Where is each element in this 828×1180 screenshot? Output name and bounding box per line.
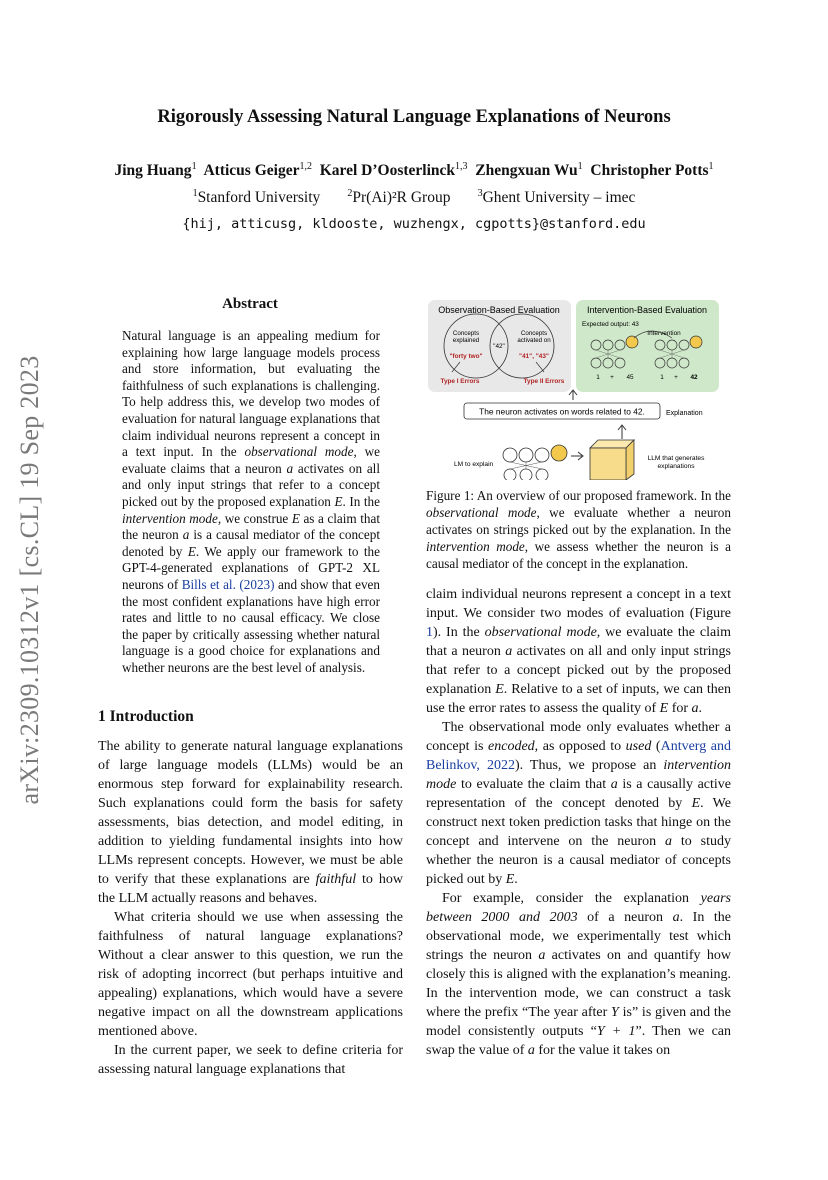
concepts-activated-label: Concepts activated on	[517, 330, 551, 344]
affiliation: $^1$Stanford University	[192, 188, 321, 207]
concepts-explained-label: Concepts explained	[452, 330, 480, 344]
llm-cube-icon	[590, 440, 634, 480]
author-list	[0, 161, 828, 180]
type1-errors: Type I Errors	[440, 378, 480, 385]
citation-link[interactable]: Antverg and Belinkov, 2022	[426, 739, 731, 773]
abstract-body: Natural language is an appealing medium for explaining how large language models process and store information, but evaluating the faithfulness of such explanations is challenging. To help address this, we develop two modes of evaluation for natural language explanations that claim individual neurons represent a concept in a text input. In the observational mode, we evaluate claims that a neuron a activates on all and only input strings that refer to a concept picked out by the proposed explanation E. In the intervention mode, we construe E as a claim that the neuron a is a causal mediator of the concept denoted by E. We apply our framework to the GPT-4-generated explanations of GPT-2 XL neurons of Bills et al. (2023) and show that even the most confident explanations have high error rates and little to no causal efficacy. We close the paper by critically assessing whether natural language is a good choice for explanations and whether neurons are the best level of analysis.	[122, 328, 381, 675]
arxiv-watermark: arXiv:2309.10312v1 [cs.CL] 19 Sep 2023	[15, 355, 44, 805]
center-token: "42"	[493, 343, 505, 350]
author: Atticus Geiger$^{1,2}$	[203, 161, 312, 180]
right-column-text: claim individual neurons represent a concept in a text input. We consider two modes of evaluation (Figure 1). In the observational mode, we evaluate the claim that a neuron a activates on all and only input strings that refer to a concept picked out by the proposed explanation E. Relative to a set of inputs, we can then use the error rates to assess the quality of E for a. The observational mode only evaluates whether a concept is encoded, as opposed to used (Antverg and Belinkov, 2022). Thus, we propose an intervention mode to evaluate the claim that a is a causally active representation of the concept denoted by E. We construct next token prediction tasks that hinge on the concept and intervene on the neuron a to study whether the neuron is a causal mediator of concepts picked out by E. For example, consider the explanation years between 2000 and 2003 of a neuron a. In the observational mode, we experimentally test which strings the neuron a activates on and quantify how closely this is aligned with the explanation’s meaning. In the intervention mode, we can construct a task where the prefix “The year after Y is” is given and the model consistently outputs “Y + 1”. Then we can swap the value of a for the value it takes on	[426, 587, 732, 1058]
author: Christopher Potts$^1$	[590, 161, 714, 180]
citation-link[interactable]: Bills et al. (2023)	[181, 576, 275, 592]
affiliation-list	[0, 188, 828, 207]
obs-panel-title: Observation-Based Evaluation	[438, 305, 560, 315]
eq2-a: 1	[660, 374, 664, 381]
eq1-op: +	[610, 374, 614, 381]
eq2-op: +	[674, 374, 678, 381]
left-token: "forty two"	[449, 353, 483, 360]
type2-errors: Type II Errors	[523, 378, 565, 385]
up-arrow-icon	[618, 425, 626, 439]
affiliation: $^2$Pr(Ai)²R Group	[347, 188, 451, 207]
int-panel-title: Intervention-Based Evaluation	[586, 305, 708, 315]
intervention-label: Intervention	[647, 330, 681, 337]
introduction-text: The ability to generate natural language explanations of large language models (LLMs) would be an enormous step forward for explainability research. Such explanations could form the basis for safety assessments, bias detection, and model editing, in addition to yielding fundamental insights into how LLMs represent concepts. However, we must be able to verify that these explanations are faithful to how the LLM actually reasons and behaves. What criteria should we use when assessing the faithfulness of natural language explanations? Without a clear answer to this question, we run the risk of adopting incorrect (but perhaps intuitive and appealing) explanations, which would have a severe negative impact on all the downstream applications mentioned above. In the current paper, we seek to define criteria for assessing natural language explanations that	[98, 739, 403, 1077]
lm-label: LM to explain	[454, 461, 494, 468]
explanation-text: The neuron activates on words related to 42.	[479, 406, 645, 417]
eq1-a: 1	[596, 374, 600, 381]
paper-title: Rigorously Assessing Natural Language Explanations of Neurons	[157, 107, 671, 127]
eq2-b: 42	[690, 374, 698, 381]
author: Zhengxuan Wu$^1$	[475, 161, 583, 180]
author-emails: {hij, atticusg, kldooste, wuzhengx, cgpotts}@stanford.edu	[182, 216, 646, 232]
section-heading: 1 Introduction	[98, 708, 194, 725]
right-arrow-icon	[571, 452, 583, 460]
right-token: "41", "43"	[519, 353, 549, 360]
lm-network	[503, 445, 567, 480]
figure-1	[426, 298, 736, 480]
author: Karel D’Oosterlinck$^{1,3}$	[319, 161, 468, 180]
figure-caption: Figure 1: An overview of our proposed framework. In the observational mode, we evaluate whether a neuron activates on strings picked out by the explanation. In the intervention mode, we assess whether the neuron is a causal mediator of the concept in the explanation.	[426, 488, 731, 571]
expected-output: Expected output: 43	[582, 321, 639, 328]
abstract-heading: Abstract	[222, 296, 278, 312]
eq1-b: 45	[626, 374, 634, 381]
figure-ref-link[interactable]: 1	[426, 625, 433, 640]
author: Jing Huang$^1$	[114, 161, 197, 180]
llm-label: LLM that generates explanations	[647, 455, 705, 470]
explanation-label: Explanation	[666, 410, 703, 417]
affiliation: $^3$Ghent University – imec	[477, 188, 636, 207]
up-arrow-icon	[569, 390, 577, 400]
